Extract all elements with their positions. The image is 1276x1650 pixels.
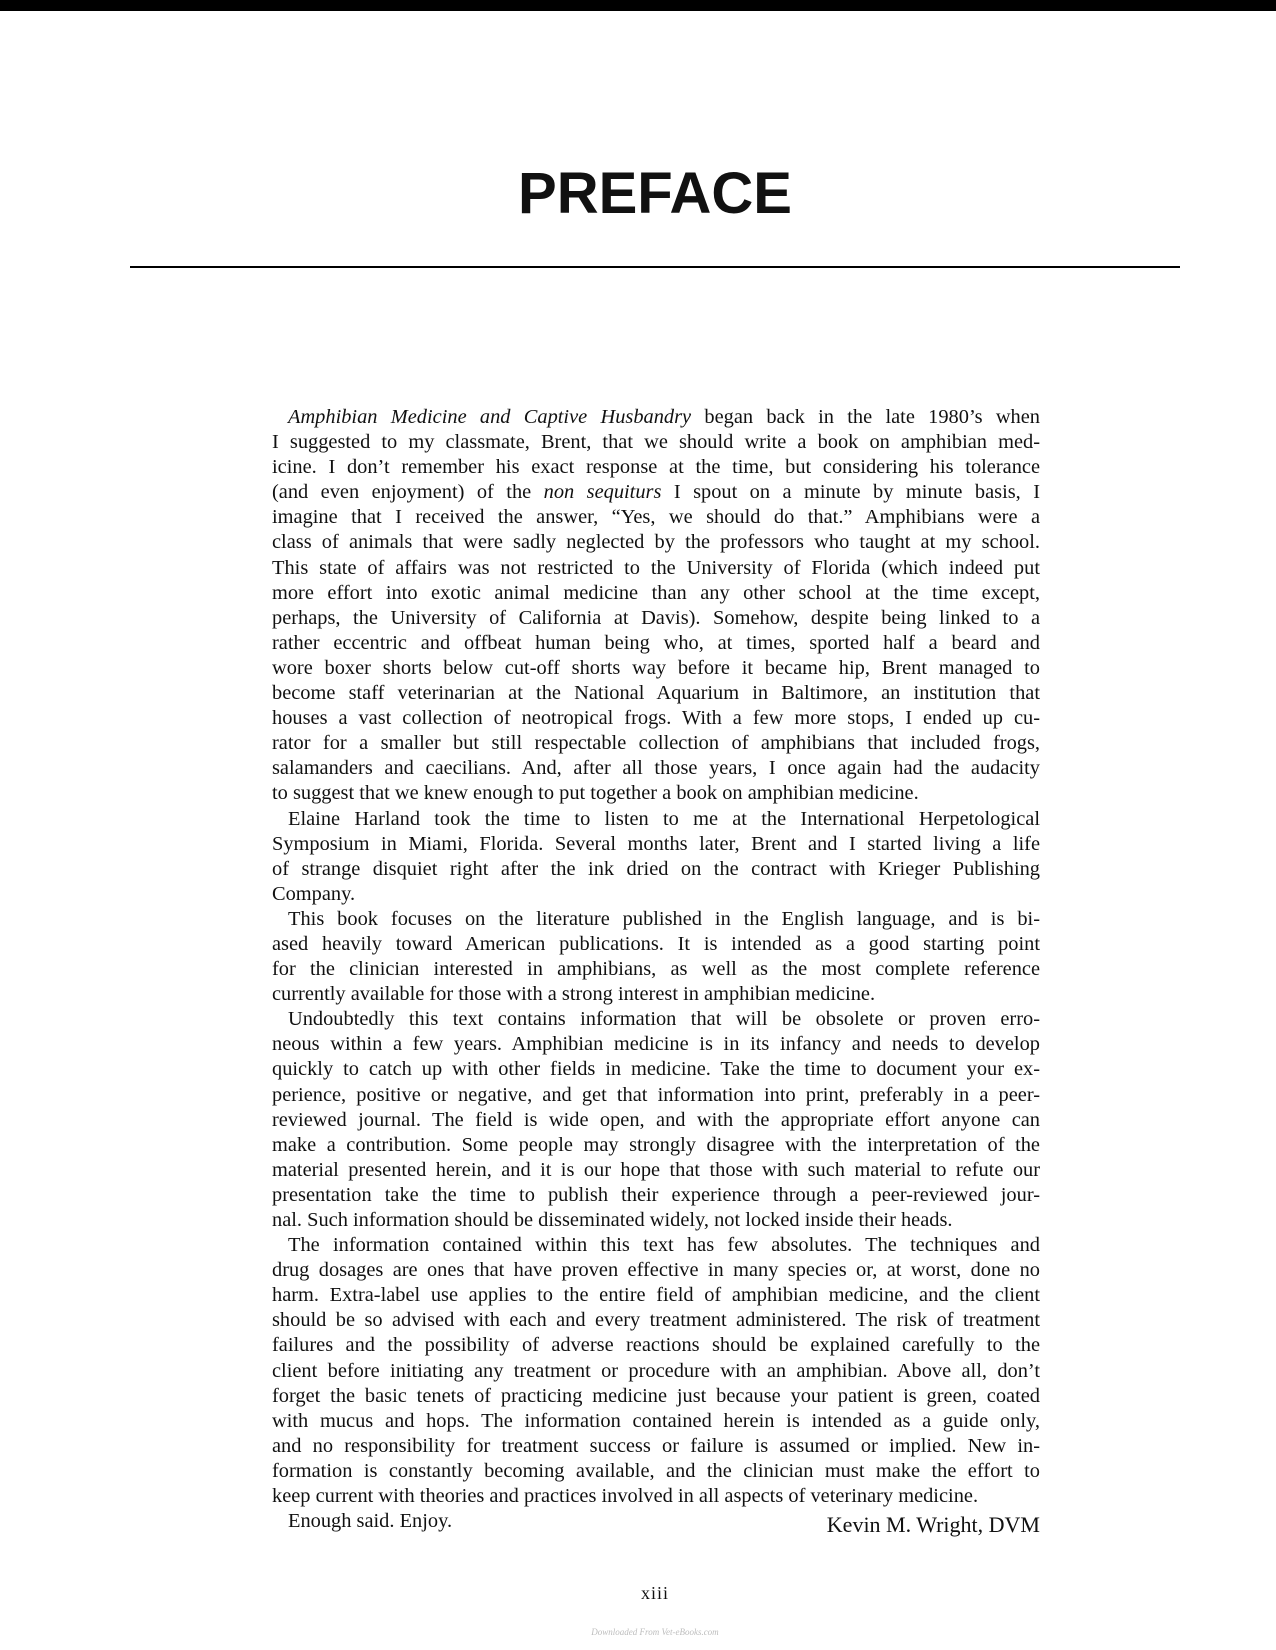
italic-text: non sequiturs (543, 481, 662, 504)
text-line: This book focuses on the literature published in the English language, and is bi- (288, 907, 1040, 930)
text-line: and no responsibility for treatment success or failure is assumed or implied. New in- (272, 1434, 1040, 1457)
title-divider (130, 266, 1180, 268)
text-line: perhaps, the University of California at Davis). Somehow, despite being linked to a (272, 606, 1040, 629)
text-line: for the clinician interested in amphibians, as well as the most complete reference (272, 958, 1040, 981)
text-line: icine. I don’t remember his exact response at the time, but considering his tolerance (272, 456, 1040, 479)
text-line: Enough said. Enjoy. (288, 1510, 453, 1533)
text-line: imagine that I received the answer, “Yes, we should do that.” Amphibians were a (272, 506, 1040, 529)
page-title: PREFACE (518, 161, 792, 226)
text-line: wore boxer shorts below cut-off shorts way before it became hip, Brent managed to (272, 656, 1040, 679)
text-line: presentation take the time to publish their experience through a peer-reviewed jour- (272, 1183, 1040, 1206)
text-line: client before initiating any treatment or procedure with an amphibian. Above all, don’t (272, 1359, 1040, 1382)
text-line: of strange disquiet right after the ink dried on the contract with Krieger Publishing (272, 857, 1040, 880)
text-line: with mucus and hops. The information contained herein is intended as a guide only, (272, 1409, 1040, 1432)
text-span: began back in the late 1980’s when (691, 406, 1040, 428)
text-line: quickly to catch up with other fields in medicine. Take the time to document your ex- (272, 1058, 1040, 1081)
text-line: more effort into exotic animal medicine than any other school at the time except, (272, 581, 1040, 604)
text-line: currently available for those with a strong interest in amphibian medicine. (272, 983, 876, 1006)
download-watermark: Downloaded From Vet-eBooks.com (591, 1627, 719, 1637)
text-line: rather eccentric and offbeat human being who, at times, sported half a beard and (272, 631, 1040, 654)
text-line: This state of affairs was not restricted to the University of Florida (which indeed put (272, 556, 1040, 579)
text-span: (and even enjoyment) of the (272, 481, 544, 504)
text-line: houses a vast collection of neotropical frogs. With a few more stops, I ended up cu- (272, 707, 1040, 730)
text-line: formation is constantly becoming available, and the clinician must make the effort to (272, 1459, 1040, 1482)
text-line: The information contained within this text has few absolutes. The techniques and (288, 1234, 1040, 1257)
text-line: reviewed journal. The field is wide open, and with the appropriate effort anyone can (272, 1108, 1040, 1131)
text-line: Elaine Harland took the time to listen to me at the International Herpetological (288, 807, 1040, 830)
text-line: I suggested to my classmate, Brent, that we should write a book on amphibian med- (272, 431, 1040, 454)
text-line: should be so advised with each and every treatment administered. The risk of treatment (272, 1309, 1040, 1332)
text-line: class of animals that were sadly neglected by the professors who taught at my school. (272, 531, 1040, 554)
text-line (272, 405, 1040, 430)
text-line: material presented herein, and it is our hope that those with such material to refute our (272, 1158, 1040, 1181)
text-line: Company. (272, 882, 356, 905)
italic-text: Amphibian Medicine and Captive Husbandry (288, 406, 692, 428)
author-signature: Kevin M. Wright, DVM (826, 1512, 1040, 1537)
text-line: become staff veterinarian at the National Aquarium in Baltimore, an institution that (272, 682, 1040, 705)
text-line: forget the basic tenets of practicing medicine just because your patient is green, coated (272, 1384, 1040, 1407)
text-line: keep current with theories and practices involved in all aspects of veterinary medicine. (272, 1485, 979, 1508)
text-line: rator for a smaller but still respectable collection of amphibians that included frogs, (272, 732, 1040, 755)
text-line: perience, positive or negative, and get that information into print, preferably in a peer- (272, 1083, 1040, 1106)
text-line: neous within a few years. Amphibian medicine is in its infancy and needs to develop (272, 1033, 1040, 1056)
text-line: make a contribution. Some people may strongly disagree with the interpretation of the (272, 1133, 1040, 1156)
page-top-edge (0, 0, 1276, 11)
preface-body (272, 405, 1040, 1534)
text-line: ased heavily toward American publications. It is intended as a good starting point (272, 932, 1040, 955)
page-number: xiii (640, 1583, 669, 1603)
text-line: nal. Such information should be disseminated widely, not locked inside their heads. (272, 1209, 953, 1231)
text-line: to suggest that we knew enough to put together a book on amphibian medicine. (272, 782, 919, 805)
text-span: I spout on a minute by minute basis, I (661, 481, 1040, 504)
text-line: drug dosages are ones that have proven effective in many species or, at worst, done no (272, 1259, 1040, 1282)
text-line: failures and the possibility of adverse reactions should be explained carefully to the (272, 1334, 1040, 1357)
text-line: salamanders and caecilians. And, after all those years, I once again had the audacity (272, 757, 1040, 780)
text-line: harm. Extra-label use applies to the entire field of amphibian medicine, and the client (272, 1284, 1040, 1307)
text-line: Symposium in Miami, Florida. Several months later, Brent and I started living a life (272, 832, 1040, 855)
text-line (272, 480, 1040, 505)
text-line: Undoubtedly this text contains information that will be obsolete or proven erro- (288, 1008, 1040, 1031)
